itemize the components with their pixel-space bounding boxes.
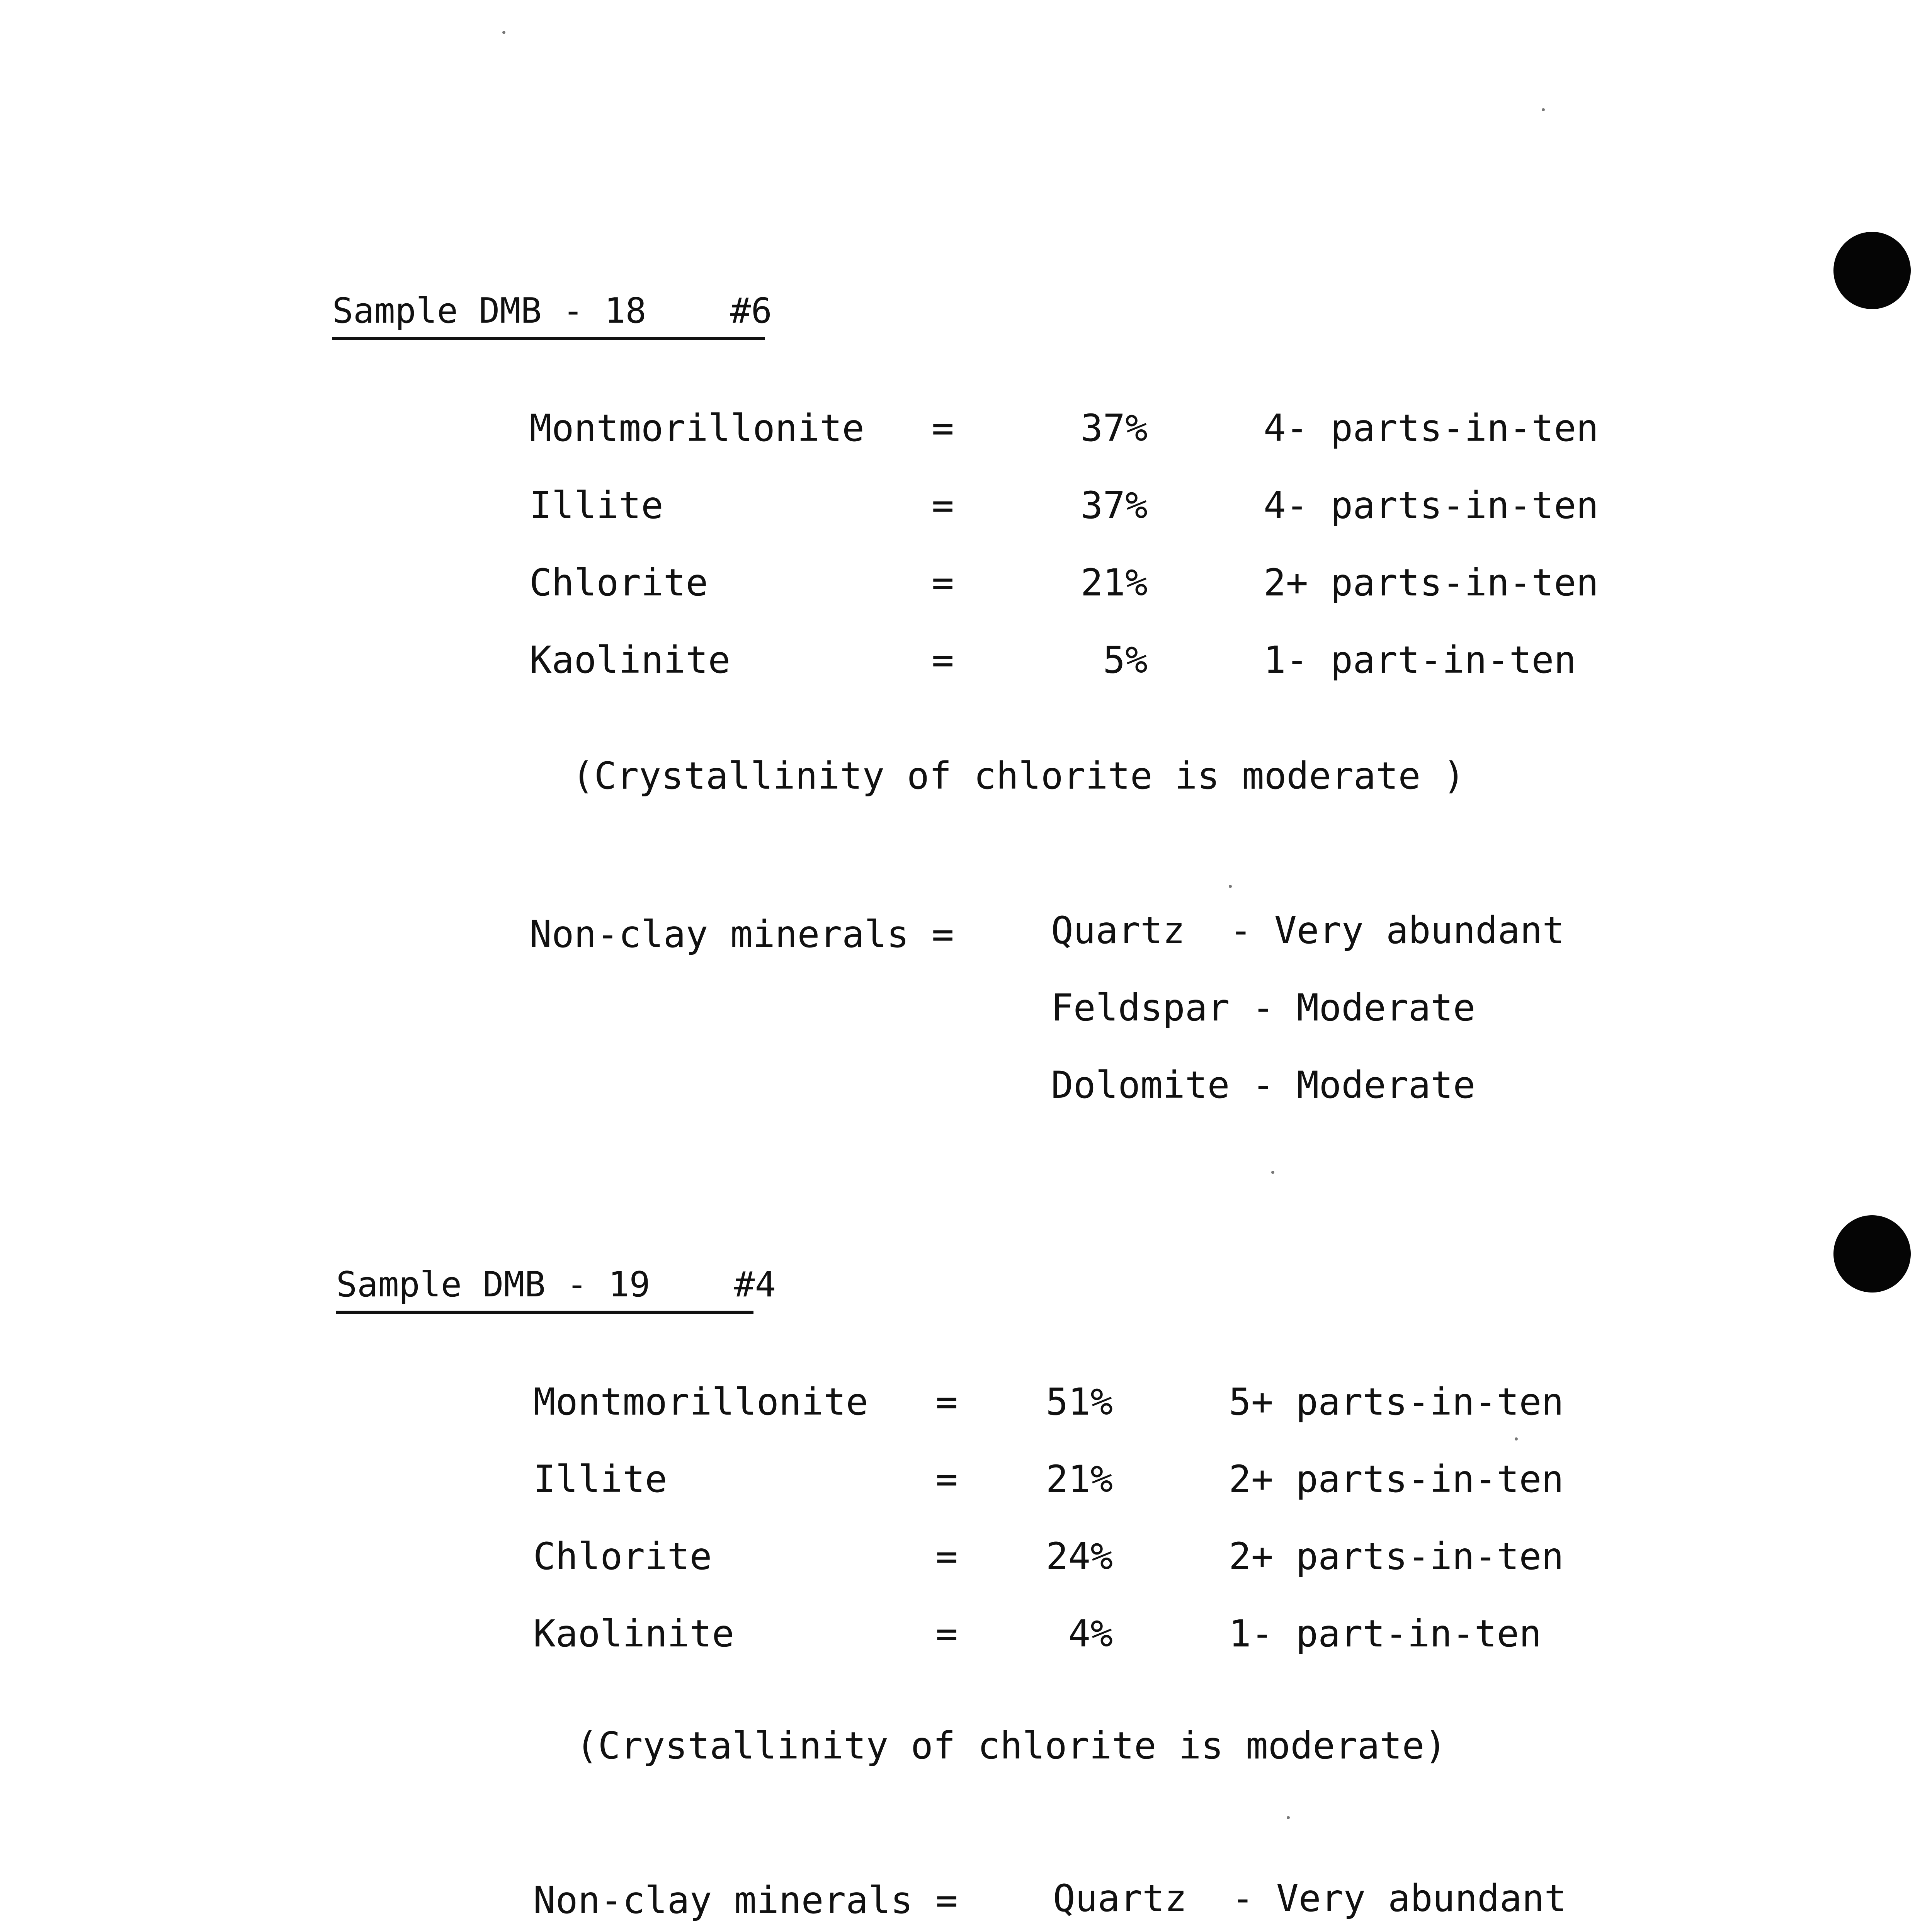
equals-sign: = [935,1458,958,1501]
mineral-percent: 24% [1046,1535,1113,1578]
mineral-name: Illite [529,484,663,527]
nonclay-label: Non-clay minerals [533,1879,913,1922]
mineral-parts: 1- part-in-ten [1264,638,1577,682]
scan-speck [1271,1171,1274,1174]
mineral-percent: 4% [1068,1612,1113,1655]
binder-hole-top [1833,232,1911,309]
equals-sign: = [932,638,954,682]
equals-sign: = [935,1879,958,1922]
binder-hole-middle [1833,1215,1911,1293]
mineral-percent: 21% [1046,1458,1113,1501]
mineral-parts: 1- part-in-ten [1229,1612,1542,1655]
nonclay-item: Feldspar - Moderate [1051,986,1476,1029]
mineral-percent: 37% [1080,406,1148,450]
equals-sign: = [935,1380,958,1423]
sample-title: Sample DMB - 19 #4 [336,1264,776,1305]
mineral-name: Montmorillonite [529,406,864,450]
mineral-parts: 5+ parts-in-ten [1229,1380,1564,1423]
equals-sign: = [935,1535,958,1578]
crystallinity-note: (Crystallinity of chlorite is moderate ) [572,754,1465,798]
mineral-name: Chlorite [533,1535,712,1578]
sample-heading [336,1264,776,1314]
mineral-percent: 51% [1046,1380,1113,1423]
sample-heading [332,291,772,340]
scan-speck [1229,885,1232,888]
scan-speck [1287,1816,1290,1819]
mineral-percent: 5% [1103,638,1148,682]
nonclay-item: Dolomite - Moderate [1051,1063,1476,1107]
nonclay-item: Quartz - Very abundant [1051,909,1565,952]
crystallinity-note: (Crystallinity of chlorite is moderate) [576,1724,1447,1767]
equals-sign: = [932,406,954,450]
scan-speck [1515,1437,1518,1440]
equals-sign: = [932,484,954,527]
equals-sign: = [935,1612,958,1655]
mineral-parts: 2+ parts-in-ten [1264,561,1599,604]
mineral-percent: 21% [1080,561,1148,604]
nonclay-label: Non-clay minerals [529,913,909,956]
scan-speck [1542,108,1545,111]
mineral-parts: 2+ parts-in-ten [1229,1458,1564,1501]
mineral-name: Kaolinite [529,638,731,682]
mineral-parts: 4- parts-in-ten [1264,406,1599,450]
equals-sign: = [932,913,954,956]
nonclay-item: Quartz - Very abundant [1053,1877,1567,1920]
mineral-parts: 4- parts-in-ten [1264,484,1599,527]
equals-sign: = [932,561,954,604]
mineral-name: Illite [533,1458,667,1501]
mineral-name: Montmorillonite [533,1380,868,1423]
scan-speck [502,31,505,34]
mineral-name: Kaolinite [533,1612,735,1655]
mineral-parts: 2+ parts-in-ten [1229,1535,1564,1578]
mineral-name: Chlorite [529,561,708,604]
sample-title: Sample DMB - 18 #6 [332,291,772,331]
mineral-percent: 37% [1080,484,1148,527]
